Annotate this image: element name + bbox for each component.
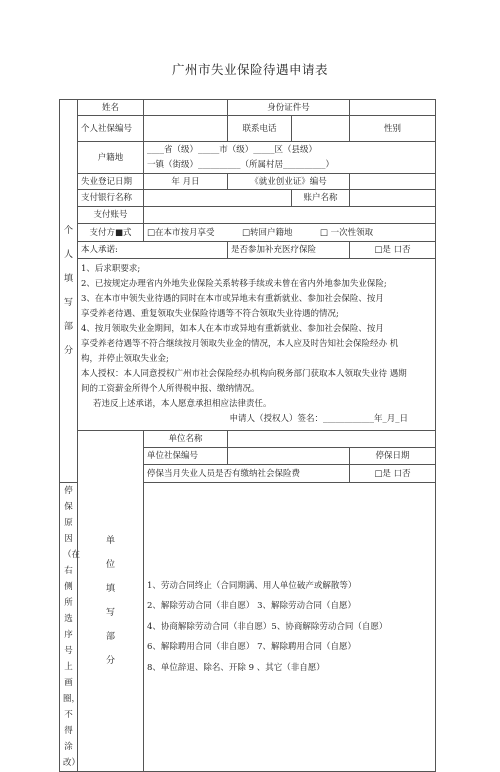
stop-reason-label: 停保原因（在右侧所选序号上画圈，不得涂改） — [60, 483, 78, 772]
unit-section-label: 单 位 填 写 部 分 — [78, 431, 144, 772]
unit-name-field[interactable] — [228, 431, 436, 448]
contribution-label: 停保当月失业人员是否有缴纳社会保险费 — [144, 465, 350, 483]
pay-option-lump-sum[interactable]: □ 一次性领取 — [319, 227, 374, 238]
account-name-label: 账户名称 — [292, 190, 350, 207]
ss-number-label: 个人社保编号 — [78, 116, 144, 142]
hukou-label: 户籍地 — [78, 142, 144, 174]
pay-method-options — [144, 224, 436, 242]
unit-name-label: 单位名称 — [144, 431, 228, 448]
ss-number-field[interactable] — [144, 116, 228, 142]
pay-option-monthly[interactable]: □在本市按月享受 — [147, 227, 215, 238]
medical-insurance-choice[interactable]: □是 口否 — [350, 242, 436, 259]
stop-date-label: 停保日期 — [350, 448, 436, 465]
pay-method-label: 支付方■式 — [78, 224, 144, 242]
stop-reason-options — [144, 483, 436, 772]
account-number-field[interactable] — [144, 207, 436, 224]
medical-insurance-label: 是否参加补充医疗保险 — [228, 242, 350, 259]
personal-section-label: 个 人 填 写 部 分 — [60, 100, 78, 483]
application-form-table — [59, 99, 436, 772]
form-title: 广州市失业保险待遇申请表 — [171, 62, 328, 77]
bank-field[interactable] — [144, 190, 292, 207]
id-label: 身份证件号 — [228, 100, 350, 116]
unit-ss-label: 单位社保编号 — [144, 448, 228, 465]
phone-field[interactable] — [292, 116, 350, 142]
reason-option-2-3[interactable]: 2、解除劳动合同（非自愿） 3、解除劳动合同（自愿） — [147, 601, 357, 612]
contribution-choice[interactable]: □是 口否 — [350, 465, 436, 483]
applicant-signature[interactable]: 申请人（授权人）签名：____________年_月_日 — [229, 414, 409, 424]
reason-option-8-9[interactable]: 8、单位辞退、除名、开除 9 、其它（非自愿） — [147, 662, 325, 673]
promise-statements: 1、后求职要求; 2、已按规定办理省内外地失业保险关系转移手续或未曾在省内外地参加失业保险; 3、在本市申领失业待遇的同时在本市或异地未有重新就业、参加社会保险、按月 享受养老待遇、重复领取失业保险待遇等不符合领取失业待遇的情况; 4、按月领取失业金期间，如本人在本市或异地有重新就业、参加社会保险、按月 享受养老待遇等不符合继续按月领取失业金的情况，本人应及时告知社会保险经办 机 构，并停止领取失业金; 本人授权：本人同意授权广州市社会保险经办机构向税务部门获取本人领取失业待 遇期 间的工资薪金所得个人所得税申报、缴纳情况。 若违反上述承诺，本人愿意承担相应法律责任。 申请人（授权人）签名：____________年_月_日 — [78, 259, 436, 431]
reg-date-field[interactable]: 年 月日 — [144, 174, 228, 190]
pay-option-transfer[interactable]: □转回户籍地 — [241, 227, 293, 238]
cert-number-label: 《就业创业证》编号 — [228, 174, 350, 190]
account-name-field[interactable] — [350, 190, 436, 207]
name-label: 姓名 — [78, 100, 144, 116]
gender-label: 性别 — [350, 116, 436, 142]
id-field[interactable] — [350, 100, 436, 116]
reason-option-6-7[interactable]: 6、解除聘用合同（非自愿） 7、解除聘用合同（自愿） — [147, 642, 357, 653]
reason-option-4-5[interactable]: 4、协商解除劳动合同（非自愿）5、协商解除劳动合同（自愿） — [147, 621, 388, 632]
hukou-field[interactable]: ____省（级）_____市（级）_____区（县级） 一镇（街级）__________（所属村居__________） — [144, 142, 436, 174]
reason-option-1[interactable]: 1、劳动合同终止（合同期满、用人单位破产或解散等） — [147, 580, 357, 591]
name-field[interactable] — [144, 100, 228, 116]
unit-ss-field[interactable] — [228, 448, 350, 465]
account-number-label: 支付账号 — [78, 207, 144, 224]
phone-label: 联系电话 — [228, 116, 292, 142]
cert-number-field[interactable] — [350, 174, 436, 190]
promise-label: 本人承诺: — [78, 242, 228, 259]
reg-date-label: 失业登记日期 — [78, 174, 144, 190]
bank-label: 支付银行名称 — [78, 190, 144, 207]
